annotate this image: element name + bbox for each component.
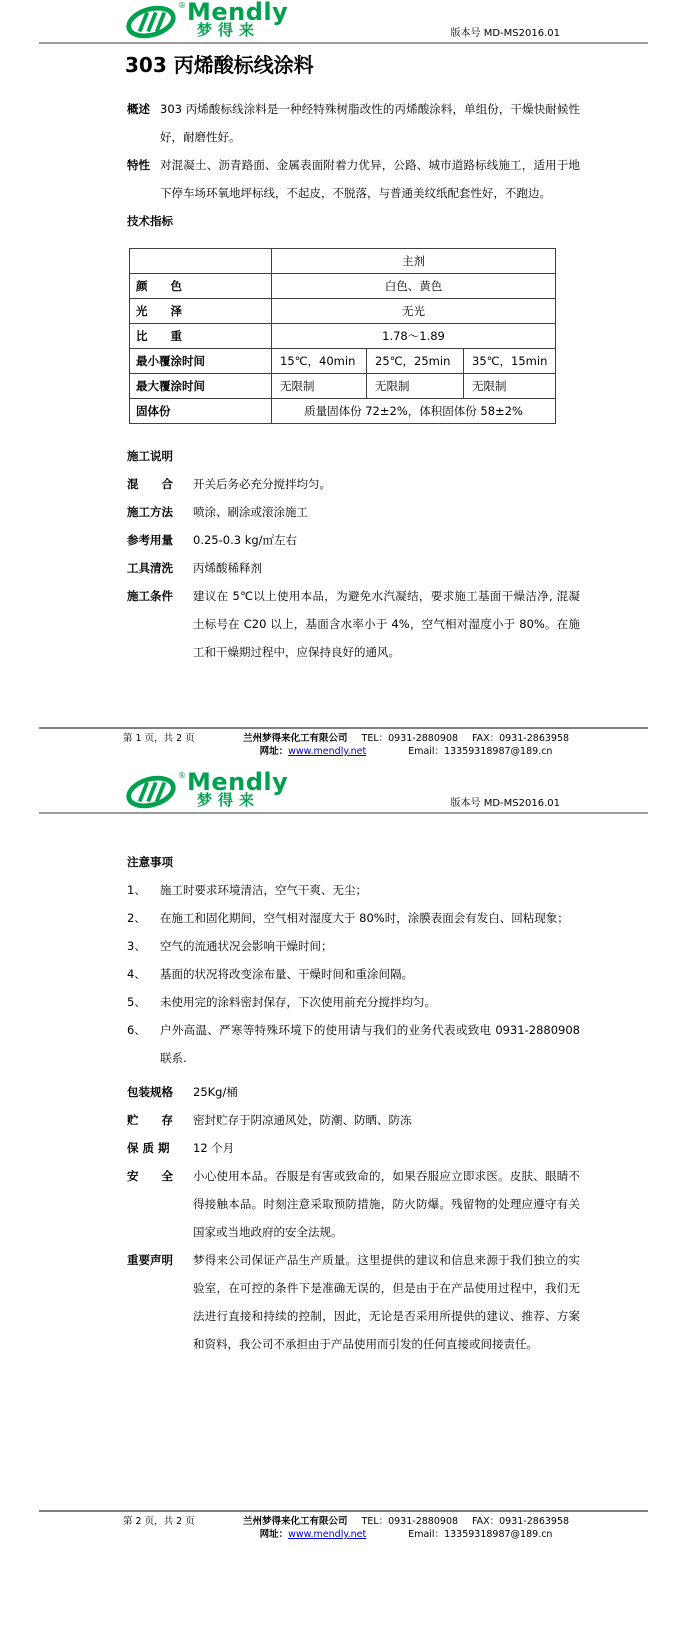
mix-text: 开关后务必充分搅拌均匀。 [193,477,331,491]
clean-label: 工具清洗 [127,561,173,575]
fax-label: FAX：0931-2863958 [472,1516,570,1527]
note-num: 1、 [127,883,146,897]
feature-row [127,151,580,207]
tech-heading: 技术指标 [127,214,173,228]
density-label: 比 重 [130,324,272,349]
statement-row [127,1246,580,1358]
pack-label: 包装规格 [127,1085,173,1099]
company-name: 兰州梦得来化工有限公司 [243,733,348,744]
max-recoat-label: 最大覆涂时间 [130,374,272,399]
page1-header [0,0,687,42]
min-recoat-35c: 35℃，15min [464,349,556,374]
page-2 [0,770,687,1638]
table-row-gloss [130,299,556,324]
main-agent-header: 主剂 [272,249,556,274]
dosage-text: 0.25-0.3 kg/㎡左右 [193,533,298,547]
page2-page-number: 第 2 页，共 2 页 [123,1516,195,1527]
header-rule [39,812,648,814]
website-label: 网址： [259,746,289,757]
header-rule [39,42,648,44]
note-text: 在施工和固化期间，空气相对湿度大于 80%时，涂膜表面会有发白、回粘现象； [160,911,569,925]
tel-label: TEL：0931-2880908 [361,1516,459,1527]
brand-name-latin: Mendly [187,0,289,26]
table-row-color [130,274,556,299]
note-text: 空气的流通状况会影响干燥时间； [160,939,333,953]
website-row [260,745,367,758]
note-text: 未使用完的涂料密封保存，下次使用前充分搅拌均匀。 [160,995,436,1009]
storage-row [127,1106,580,1134]
note-item-3 [127,932,580,960]
condition-row [127,582,580,666]
max-recoat-35c: 无限制 [464,374,556,399]
safety-text: 小心使用本品。吞服是有害或致命的，如果吞服应立即求医。皮肤、眼睛不得接触本品。时刻注意采取预防措施，防火防爆。残留物的处理应遵守有关国家或当地政府的安全法规。 [193,1169,580,1239]
note-text: 基面的状况将改变涂布量、干燥时间和重涂间隔。 [160,967,413,981]
density-value: 1.78～1.89 [272,324,556,349]
note-num: 5、 [127,995,146,1009]
company-name: 兰州梦得来化工有限公司 [243,1516,348,1527]
website-label: 网址： [259,1529,289,1540]
min-recoat-25c: 25℃，25min [367,349,464,374]
color-label: 颜 色 [130,274,272,299]
mendly-logo-mark-icon [125,772,177,812]
solids-label: 固体份 [130,399,272,424]
condition-label: 施工条件 [127,589,173,603]
table-corner-cell [130,249,272,274]
method-row [127,498,580,526]
brand-wordmark [187,768,289,809]
shelf-life-row [127,1134,580,1162]
statement-text: 梦得来公司保证产品生产质量。这里提供的建议和信息来源于我们独立的实验室，在可控的条件下是准确无误的，但是由于在产品使用过程中，我们无法进行直接和持续的控制，因此，无论是否采用所提供的建议、推荐、方案和资料，我公司不承担由于产品使用而引发的任何直接或间接责任。 [193,1253,580,1351]
page-1 [0,0,687,770]
brand-name-cn: 梦得来 [197,791,261,809]
shelf-life-text: 12 个月 [193,1141,235,1155]
tel-label: TEL：0931-2880908 [361,733,459,744]
brand-wordmark [187,2,288,39]
note-num: 3、 [127,939,146,953]
table-row-max-recoat [130,374,556,399]
max-recoat-25c: 无限制 [367,374,464,399]
mix-row [127,470,580,498]
note-num: 4、 [127,967,146,981]
dosage-row [127,526,580,554]
safety-row [127,1162,580,1246]
gloss-label: 光 泽 [130,299,272,324]
table-row-density [130,324,556,349]
overview-row [127,95,580,151]
feature-text: 对混凝土、沥青路面、金属表面附着力优异，公路、城市道路标线施工，适用于地下停车场环氧地坪标线，不起皮，不脱落，与普通美纹纸配套性好，不跑边。 [160,158,580,200]
overview-label: 概述 [127,102,150,116]
overview-text: 303 丙烯酸标线涂料是一种经特殊树脂改性的丙烯酸涂料，单组份，干燥快耐候性好，耐磨性好。 [160,102,580,144]
note-num: 2、 [127,911,146,925]
clean-text: 丙烯酸稀释剂 [193,561,262,575]
page2-header [0,770,687,812]
note-item-1 [127,876,580,904]
version-label: 版本号 MD-MS2016.01 [450,28,560,39]
spec-table [129,248,556,424]
pack-text: 25Kg/桶 [193,1085,238,1099]
fax-label: FAX：0931-2863958 [472,733,570,744]
gloss-value: 无光 [272,299,556,324]
min-recoat-15c: 15℃，40min [272,349,367,374]
method-label: 施工方法 [127,505,173,519]
note-item-5 [127,988,580,1016]
shelf-life-label: 保 质 期 [127,1141,170,1155]
feature-label: 特性 [127,158,150,172]
safety-label: 安 全 [127,1169,173,1183]
mix-label: 混 合 [127,477,173,491]
storage-label: 贮 存 [127,1113,173,1127]
email-label: Email：13359318987@189.cn [408,746,553,757]
registered-mark: ® [178,771,186,780]
table-row-min-recoat [130,349,556,374]
page-title: 303 丙烯酸标线涂料 [125,53,314,77]
page2-footer [39,1510,648,1541]
method-text: 喷涂、刷涂或滚涂施工 [193,505,308,519]
mendly-logo [125,2,288,42]
email-label: Email：13359318987@189.cn [408,1529,553,1540]
color-value: 白色、黄色 [272,274,556,299]
storage-text: 密封贮存于阴凉通风处，防潮、防晒、防冻 [193,1113,412,1127]
min-recoat-label: 最小覆涂时间 [130,349,272,374]
mendly-logo [125,768,289,812]
note-item-4 [127,960,580,988]
mendly-logo-mark-icon [125,2,177,42]
dosage-label: 参考用量 [127,533,173,547]
note-item-6 [127,1016,580,1072]
condition-text: 建议在 5℃以上使用本品，为避免水汽凝结，要求施工基面干燥洁净, 混凝土标号在 C20 以上，基面含水率小于 4%，空气相对湿度小于 80%。在施工和干燥期过程中，应保持良好的通风。 [193,589,580,659]
pack-row [127,1078,580,1106]
note-num: 6、 [127,1023,146,1037]
solids-value: 质量固体份 72±2%，体积固体份 58±2% [272,399,556,424]
brand-name-cn: 梦得来 [197,21,261,39]
website-link[interactable]: www.mendly.net [288,746,367,757]
note-text: 施工时要求环境清洁，空气干爽、无尘； [160,883,367,897]
apply-heading: 施工说明 [127,449,173,463]
notes-heading: 注意事项 [127,855,173,869]
table-row-solids [130,399,556,424]
note-item-2 [127,904,580,932]
registered-mark: ® [178,1,186,10]
brand-name-latin: Mendly [187,768,289,796]
note-text: 户外高温、严寒等特殊环境下的使用请与我们的业务代表或致电 0931-2880908 联系. [160,1023,580,1065]
statement-label: 重要声明 [127,1253,173,1267]
website-row [260,1528,367,1541]
page1-footer [39,727,648,758]
clean-row [127,554,580,582]
table-row-header [130,249,556,274]
website-link[interactable]: www.mendly.net [288,1529,367,1540]
max-recoat-15c: 无限制 [272,374,367,399]
version-label: 版本号 MD-MS2016.01 [450,798,560,809]
page1-page-number: 第 1 页，共 2 页 [123,733,195,744]
